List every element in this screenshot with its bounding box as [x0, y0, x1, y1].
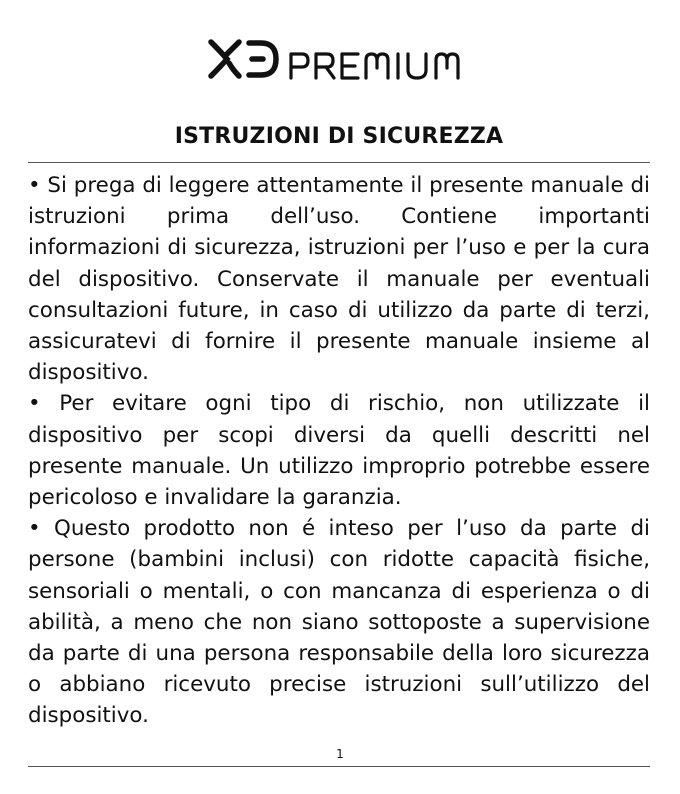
instruction-paragraph: • Per evitare ogni tipo di rischio, non utilizzate il dispositivo per scopi diversi da quelli descritti nel presente manuale. Un utilizzo improprio potrebbe essere pericoloso e invalidare la garanzia. — [28, 391, 650, 511]
page-number: 1 — [336, 747, 344, 761]
instruction-paragraph: • Si prega di leggere attentamente il presente manuale di istruzioni prima dell’uso. Contiene importanti informazioni di sicurezza, istruzioni per l’uso e per la cura del dispositivo. Conservate il manuale per eventuali consultazioni future, in caso di utilizzo da parte di terzi, assicuratevi di fornire il presente manuale insieme al dispositivo. — [28, 173, 650, 386]
xd-premium-logo-icon — [205, 34, 475, 84]
instruction-paragraph: • Questo prodotto non é inteso per l’uso da parte di persone (bambini inclusi) con ridotte capacità fisiche, sensoriali o mentali, o con mancanza di esperienza o di abilità, a meno che non siano sottoposte a supervisione da parte di una persona responsabile della loro sicurezza o abbiano ricevuto precise istruzioni sull’utilizzo del dispositivo. — [28, 516, 650, 729]
safety-instructions-body — [28, 170, 650, 732]
title-divider — [28, 162, 650, 163]
section-title: ISTRUZIONI DI SICUREZZA — [174, 124, 504, 149]
footer-divider — [28, 766, 650, 767]
brand-logo — [0, 34, 680, 84]
